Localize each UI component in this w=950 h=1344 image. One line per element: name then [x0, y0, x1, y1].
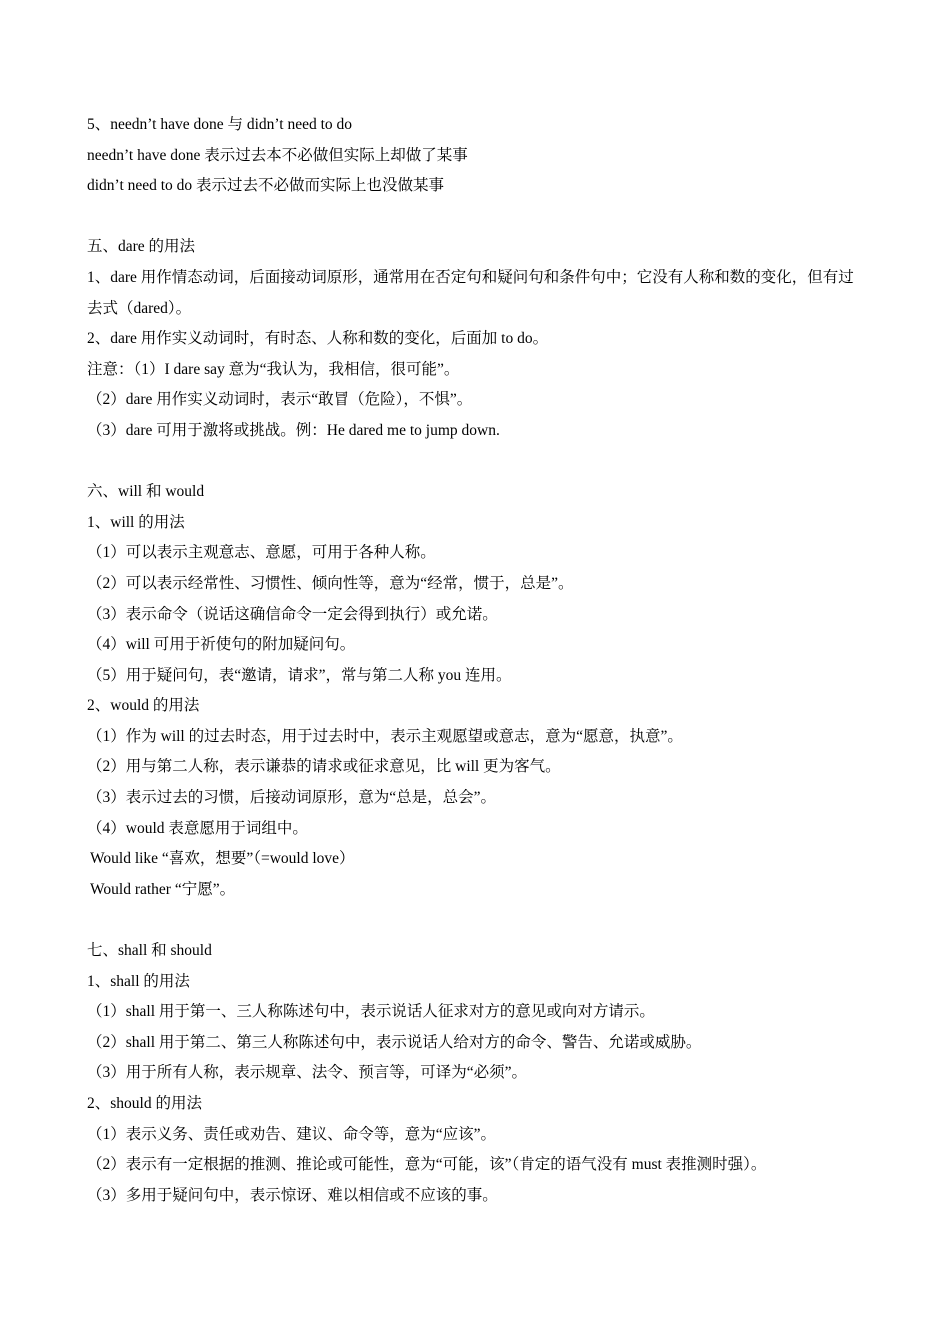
dare-item-1: 1、dare 用作情态动词，后面接动词原形，通常用在否定句和疑问句和条件句中；它没有人称和数的变化，但有过去式（dared）。	[87, 268, 854, 317]
would-item: （4）would 表意愿用于词组中。	[87, 819, 308, 837]
would-item: （1）作为 will 的过去时态，用于过去时中，表示主观愿望或意志，意为“愿意，执意”。	[87, 727, 683, 745]
will-item: （5）用于疑问句，表“邀请，请求”，常与第二人称 you 连用。	[87, 666, 512, 684]
spacer	[87, 202, 887, 233]
would-item: （3）表示过去的习惯，后接动词原形，意为“总是，总会”。	[87, 789, 497, 807]
shall-item: （3）用于所有人称，表示规章、法令、预言等，可译为“必须”。	[87, 1064, 528, 1082]
will-subheading: 1、will 的用法	[87, 513, 185, 531]
dare-note-3: （3）dare 可用于激将或挑战。例：He dared me to jump down.	[87, 421, 500, 439]
would-phrase: Would like “喜欢，想要”（=would love）	[90, 850, 355, 868]
should-item: （1）表示义务、责任或劝告、建议、命令等，意为“应该”。	[87, 1125, 497, 1143]
should-subheading: 2、should 的用法	[87, 1095, 202, 1112]
should-item: （2）表示有一定根据的推测、推论或可能性，意为“可能，该”（肯定的语气没有 must 表推测时强）。	[87, 1156, 767, 1174]
would-subheading: 2、would 的用法	[87, 697, 200, 715]
spacer	[87, 447, 887, 478]
section-5-line-2: didn’t need to do 表示过去不必做而实际上也没做某事	[87, 177, 445, 195]
would-item: （2）用与第二人称，表示谦恭的请求或征求意见，比 will 更为客气。	[87, 758, 561, 776]
will-item: （1）可以表示主观意志、意愿，可用于各种人称。	[87, 544, 436, 562]
would-phrase: Would rather “宁愿”。	[90, 880, 236, 898]
dare-item-2: 2、dare 用作实义动词时，有时态、人称和数的变化，后面加 to do。	[87, 330, 549, 348]
shall-item: （1）shall 用于第一、三人称陈述句中，表示说话人征求对方的意见或向对方请示。	[87, 1003, 655, 1021]
spacer	[87, 905, 887, 936]
section-5-heading: 5、needn’t have done 与 didn’t need to do	[87, 116, 353, 133]
dare-note-2: （2）dare 用作实义动词时，表示“敢冒（危险），不惧”。	[87, 391, 473, 409]
shall-subheading: 1、shall 的用法	[87, 972, 190, 990]
will-item: （4）will 可用于祈使句的附加疑问句。	[87, 636, 356, 654]
should-item: （3）多用于疑问句中，表示惊讶、难以相信或不应该的事。	[87, 1186, 498, 1204]
document-page	[87, 110, 887, 1211]
shall-item: （2）shall 用于第二、第三人称陈述句中，表示说话人给对方的命令、警告、允诺或威胁。	[87, 1033, 702, 1051]
will-item: （2）可以表示经常性、习惯性、倾向性等，意为“经常，惯于，总是”。	[87, 574, 574, 592]
dare-note-1: 注意：（1）I dare say 意为“我认为，我相信，很可能”。	[87, 360, 460, 378]
dare-heading: 五、dare 的用法	[87, 238, 196, 256]
will-item: （3）表示命令（说话这确信命令一定会得到执行）或允诺。	[87, 605, 498, 623]
shall-should-heading: 七、shall 和 should	[87, 942, 212, 960]
section-5-line-1: needn’t have done 表示过去本不必做但实际上却做了某事	[87, 146, 468, 164]
will-would-heading: 六、will 和 would	[87, 483, 205, 501]
